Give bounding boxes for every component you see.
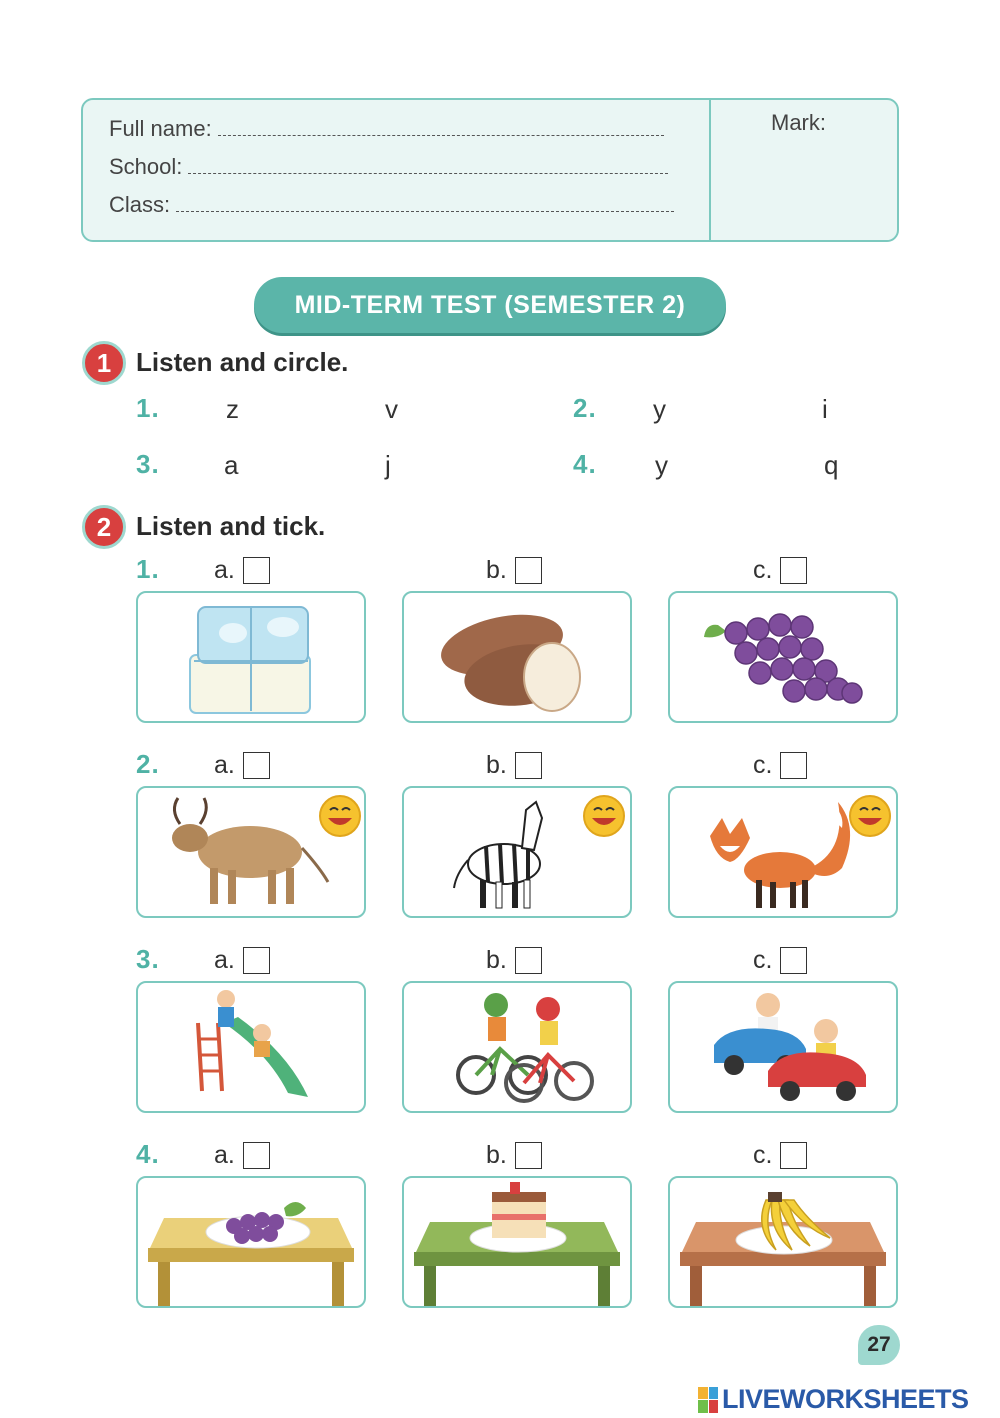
tick-box-q1-b[interactable] xyxy=(515,557,542,584)
taro-illustration xyxy=(404,593,630,721)
grapes-illustration xyxy=(670,593,896,721)
yogurt-illustration xyxy=(138,593,364,721)
tick-q3-number: 3. xyxy=(136,944,160,974)
picture-fox xyxy=(668,786,898,918)
picture-grapes-on-table xyxy=(136,1176,366,1308)
option-letter: c. xyxy=(753,946,773,974)
option-letter: b. xyxy=(486,556,507,584)
option-letter: c. xyxy=(753,1141,773,1169)
smiley-icon xyxy=(138,788,364,916)
section-2-title: Listen and tick. xyxy=(136,511,326,541)
cars-illustration xyxy=(670,983,896,1111)
circle-q2-option-b[interactable]: i xyxy=(822,394,828,424)
school-row xyxy=(109,154,668,180)
full-name-row xyxy=(109,116,664,142)
tick-q4-option-c xyxy=(753,1141,807,1170)
circle-q4-option-b[interactable]: q xyxy=(824,450,839,480)
picture-cake-on-table xyxy=(402,1176,632,1308)
picture-ox xyxy=(136,786,366,918)
mark-label: Mark: xyxy=(771,110,826,135)
tick-box-q3-b[interactable] xyxy=(515,947,542,974)
option-letter: a. xyxy=(214,556,235,584)
picture-grapes xyxy=(668,591,898,723)
circle-q3-option-a[interactable]: a xyxy=(224,450,239,480)
section-2-number: 2 xyxy=(82,505,126,549)
option-letter: a. xyxy=(214,751,235,779)
full-name-field[interactable] xyxy=(218,118,664,136)
tick-q1-number: 1. xyxy=(136,554,160,584)
circle-q3-number: 3. xyxy=(136,449,160,479)
bananas-table-illustration xyxy=(670,1178,896,1306)
section-1-number: 1 xyxy=(82,341,126,385)
tick-q3-option-a xyxy=(214,946,270,975)
option-letter: c. xyxy=(753,751,773,779)
circle-q1-option-b[interactable]: v xyxy=(385,394,398,424)
class-row xyxy=(109,192,674,218)
tick-box-q2-b[interactable] xyxy=(515,752,542,779)
picture-bananas-on-table xyxy=(668,1176,898,1308)
option-letter: a. xyxy=(214,1141,235,1169)
tick-q3-option-c xyxy=(753,946,807,975)
smiley-icon xyxy=(670,788,896,916)
tick-q4-number: 4. xyxy=(136,1139,160,1169)
tick-box-q4-b[interactable] xyxy=(515,1142,542,1169)
test-title-banner: MID-TERM TEST (SEMESTER 2) xyxy=(254,277,726,333)
cake-table-illustration xyxy=(404,1178,630,1306)
tick-q1-option-c xyxy=(753,556,807,585)
bikes-illustration xyxy=(404,983,630,1111)
brand-name: LIVEWORKSHEETS xyxy=(722,1384,969,1414)
class-label: Class: xyxy=(109,192,171,217)
circle-q1-option-a[interactable]: z xyxy=(226,394,239,424)
circle-q1-number: 1. xyxy=(136,393,160,423)
tick-box-q3-c[interactable] xyxy=(780,947,807,974)
picture-zebra xyxy=(402,786,632,918)
option-letter: b. xyxy=(486,946,507,974)
school-field[interactable] xyxy=(188,156,668,174)
tick-box-q2-c[interactable] xyxy=(780,752,807,779)
smiley-icon xyxy=(404,788,630,916)
option-letter: b. xyxy=(486,751,507,779)
tick-q4-option-b xyxy=(486,1141,542,1170)
tick-q4-option-a xyxy=(214,1141,270,1170)
section-1-title: Listen and circle. xyxy=(136,347,349,377)
grapes-table-illustration xyxy=(138,1178,364,1306)
slide-illustration xyxy=(138,983,364,1111)
tick-box-q1-c[interactable] xyxy=(780,557,807,584)
tick-q1-option-b xyxy=(486,556,542,585)
tick-q1-option-a xyxy=(214,556,270,585)
tick-q3-option-b xyxy=(486,946,542,975)
option-letter: a. xyxy=(214,946,235,974)
picture-slide xyxy=(136,981,366,1113)
circle-q3-option-b[interactable]: j xyxy=(385,450,391,480)
option-letter: c. xyxy=(753,556,773,584)
circle-q2-option-a[interactable]: y xyxy=(653,394,666,424)
page-number: 27 xyxy=(858,1325,900,1365)
tick-box-q4-a[interactable] xyxy=(243,1142,270,1169)
tick-q2-option-c xyxy=(753,751,807,780)
circle-q4-number: 4. xyxy=(573,449,597,479)
full-name-label: Full name: xyxy=(109,116,212,141)
picture-bikes xyxy=(402,981,632,1113)
brand-watermark xyxy=(698,1384,969,1415)
tick-box-q2-a[interactable] xyxy=(243,752,270,779)
picture-yogurt xyxy=(136,591,366,723)
liveworksheets-logo-icon xyxy=(698,1387,718,1413)
tick-q2-option-a xyxy=(214,751,270,780)
picture-cars xyxy=(668,981,898,1113)
tick-box-q4-c[interactable] xyxy=(780,1142,807,1169)
picture-taro xyxy=(402,591,632,723)
tick-q2-number: 2. xyxy=(136,749,160,779)
class-field[interactable] xyxy=(176,194,674,212)
school-label: School: xyxy=(109,154,183,179)
circle-q4-option-a[interactable]: y xyxy=(655,450,668,480)
tick-box-q3-a[interactable] xyxy=(243,947,270,974)
option-letter: b. xyxy=(486,1141,507,1169)
circle-q2-number: 2. xyxy=(573,393,597,423)
tick-q2-option-b xyxy=(486,751,542,780)
student-info-box xyxy=(81,98,899,242)
tick-box-q1-a[interactable] xyxy=(243,557,270,584)
info-divider xyxy=(709,100,711,240)
